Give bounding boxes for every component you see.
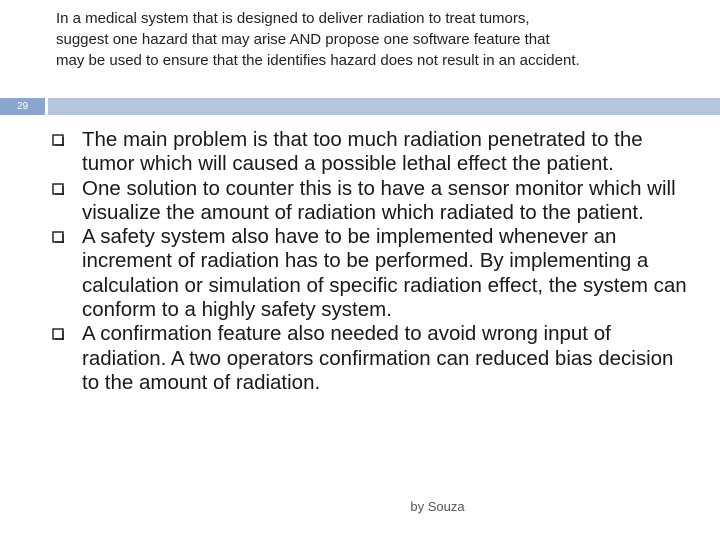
header-bar-strip — [48, 98, 720, 115]
hollow-square-bullet-icon — [52, 231, 65, 244]
bullet-list — [50, 128, 690, 395]
bullet-text: A confirmation feature also needed to avoid wrong input of radiation. A two operators confirmation can reduced bias decision to the amount of radiation. — [82, 322, 674, 394]
hollow-square-bullet-icon — [52, 134, 65, 147]
slide-title: In a medical system that is designed to deliver radiation to treat tumors, suggest one hazard that may arise AND propose one software feature that may be used to ensure that the identifies hazard does not result in an accident. — [56, 10, 580, 69]
bullet-item — [50, 177, 690, 226]
slide-number: 29 — [0, 98, 45, 115]
hollow-square-bullet-icon — [52, 328, 65, 341]
bullet-item — [50, 322, 690, 395]
header-bar — [0, 98, 720, 115]
bullet-text: The main problem is that too much radiation penetrated to the tumor which will caused a possible lethal effect the patient. — [82, 128, 643, 176]
bullet-item — [50, 128, 690, 177]
footer-author: by Souza — [410, 499, 465, 514]
hollow-square-bullet-icon — [52, 183, 65, 196]
bullet-text: One solution to counter this is to have a sensor monitor which will visualize the amount of radiation which radiated to the patient. — [82, 176, 676, 224]
bullet-text: A safety system also have to be implemented whenever an increment of radiation has to be performed. By implementing a calculation or simulation of specific radiation effect, the system can conform to a highly safety system. — [82, 225, 687, 322]
bullet-item — [50, 225, 690, 322]
